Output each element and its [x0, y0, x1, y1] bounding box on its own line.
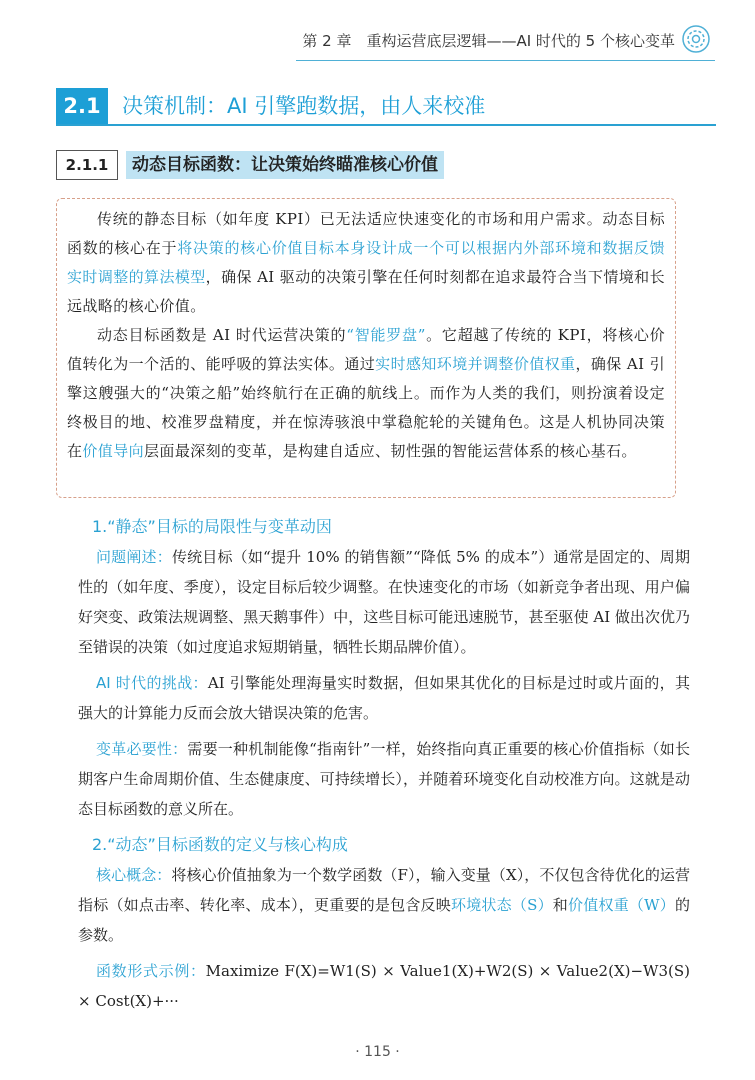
body-content [78, 512, 690, 1016]
subsection-heading [56, 150, 516, 180]
lead-label: 核心概念： [96, 866, 172, 884]
formula-paragraph [78, 956, 690, 1016]
callout-paragraph-1 [67, 205, 665, 321]
text-run: Maximize F(X)=W1(S) × Value1(X)+W2(S) × Value2(X)−W3(S) × Cost(X)+··· [78, 962, 690, 1010]
running-header [0, 24, 755, 54]
header-rule [296, 60, 715, 61]
highlight-text: 将决策的核心价值目标本身设计成一个可以根据内外部环境和数据反馈实时调整的算法模型 [67, 239, 665, 286]
lead-label: 函数形式示例： [96, 962, 206, 980]
gear-circle-icon [681, 24, 711, 54]
highlight-text: 环境状态（S） [450, 896, 553, 914]
subsection-number: 2.1.1 [56, 150, 118, 180]
problem-paragraph [78, 542, 690, 662]
text-run: 动态目标函数是 AI 时代运营决策的 [97, 326, 347, 344]
text-run: 。它超越了传统的 KPI，将核心价值转化为一个活的、能呼吸的算法实体。通过 [67, 326, 666, 373]
necessity-paragraph [78, 734, 690, 824]
text-run: 传统的静态目标（如年度 KPI）已无法适应快速变化的市场和用户需求。动态目标函数的核心在于 [67, 210, 665, 257]
section-title: 决策机制：AI 引擎跑数据，由人来校准 [122, 94, 486, 118]
text-run: 的参数。 [78, 896, 690, 944]
challenge-paragraph [78, 668, 690, 728]
section-heading [56, 88, 716, 126]
part1-heading: 1.“静态”目标的局限性与变革动因 [92, 517, 332, 536]
text-run: ，确保 AI 驱动的决策引擎在任何时刻都在追求最符合当下情境和长远战略的核心价值。 [67, 268, 665, 315]
running-title: 第 2 章 重构运营底层逻辑——AI 时代的 5 个核心变革 [302, 32, 675, 50]
text-run: 需要一种机制能像“指南针”一样，始终指向真正重要的核心价值指标（如长期客户生命周期价值、生态健康度、可持续增长），并随着环境变化自动校准方向。这就是动态目标函数的意义所在。 [78, 740, 690, 818]
page-number: · 115 · [355, 1044, 400, 1060]
callout-paragraph-2 [67, 321, 665, 466]
subsection-title: 动态目标函数：让决策始终瞄准核心价值 [126, 151, 444, 179]
highlight-text: 实时感知环境并调整价值权重 [375, 355, 576, 373]
text-run: 将核心价值抽象为一个数学函数（F），输入变量（X），不仅包含待优化的运营指标（如点击率、转化率、成本），更重要的是包含反映 [78, 866, 690, 914]
part2-heading: 2.“动态”目标函数的定义与核心构成 [92, 835, 348, 854]
highlight-text: “智能罗盘” [346, 326, 426, 344]
lead-label: 问题阐述： [96, 548, 172, 566]
summary-callout-box [56, 198, 676, 498]
concept-paragraph [78, 860, 690, 950]
highlight-text: 价值导向 [82, 442, 145, 460]
text-run: 层面最深刻的变革，是构建自适应、韧性强的智能运营体系的核心基石。 [144, 442, 637, 460]
text-run: 传统目标（如“提升 10% 的销售额”“降低 5% 的成本”）通常是固定的、周期性的（如年度、季度），设定目标后较少调整。在快速变化的市场（如新竞争者出现、用户偏好突变、政策法规调整、黑天鹅事件）中，这些目标可能迅速脱节，甚至驱使 AI 做出次优乃至错误的决策（如过度追求短期销量，牺牲长期品牌价值）。 [78, 548, 690, 656]
text-run: ，确保 AI 引擎这艘强大的“决策之船”始终航行在正确的航线上。而作为人类的我们，则扮演着设定终极目的地、校准罗盘精度，并在惊涛骇浪中掌稳舵轮的关键角色。这是人机协同决策在 [67, 355, 666, 460]
highlight-text: 价值权重（W） [568, 896, 675, 914]
lead-label: 变革必要性： [96, 740, 188, 758]
section-number: 2.1 [56, 88, 108, 124]
text-run: AI 引擎能处理海量实时数据，但如果其优化的目标是过时或片面的，其强大的计算能力反而会放大错误决策的危害。 [78, 674, 690, 722]
lead-label: AI 时代的挑战： [96, 674, 208, 692]
text-run: 和 [552, 896, 569, 914]
